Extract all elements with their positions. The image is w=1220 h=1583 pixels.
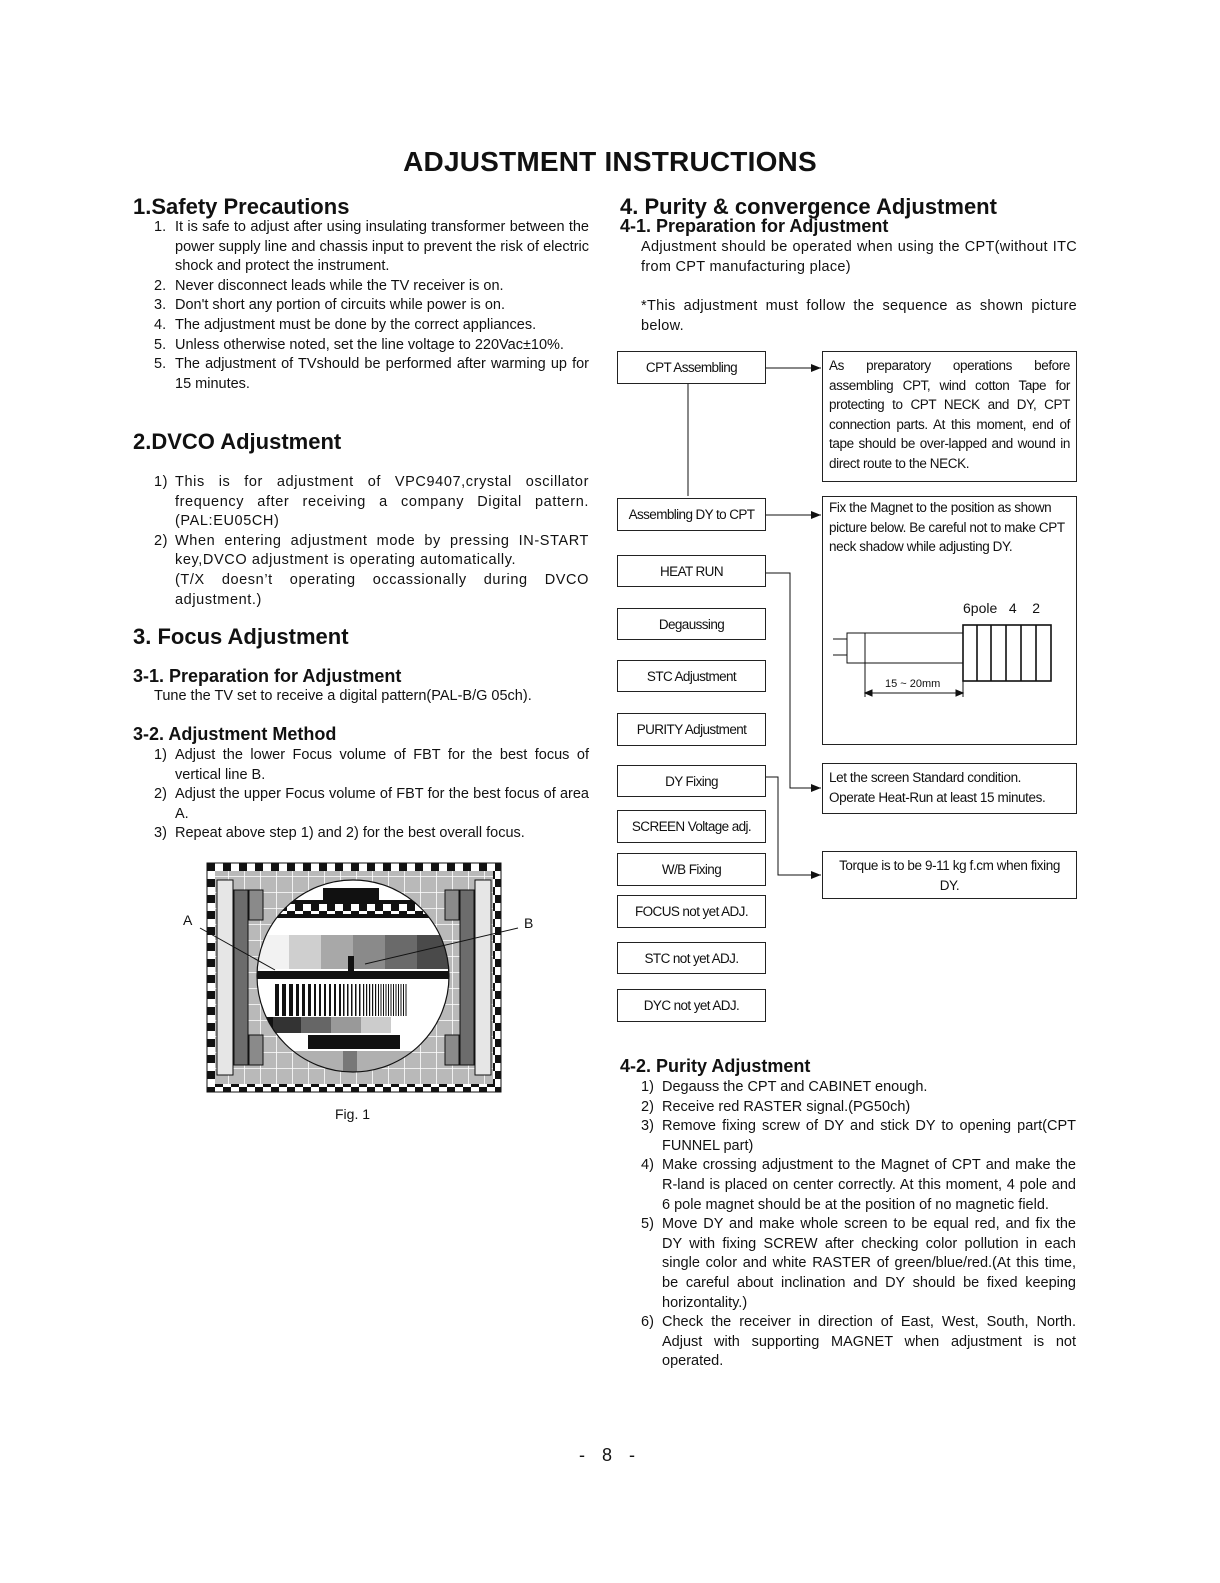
list-item: 6) Check the receiver in direction of East, West, South, North. Adjust with supporting MAGNET when adjustment is not operated. bbox=[641, 1314, 1076, 1370]
flow-step: HEAT RUN bbox=[617, 555, 766, 587]
list-item: 2. Never disconnect leads while the TV receiver is on. bbox=[154, 277, 504, 294]
page-number: - 8 - bbox=[578, 1445, 641, 1465]
note-torque-box: Torque is to be 9-11 kg f.cm when fixing DY. bbox=[822, 851, 1077, 899]
dvco-heading: 2.DVCO Adjustment bbox=[133, 429, 342, 454]
list-item: 3) Repeat above step 1) and 2) for the best overall focus. bbox=[154, 825, 525, 842]
flow-step: PURITY Adjustment bbox=[617, 713, 766, 746]
list-item: 1) Adjust the lower Focus volume of FBT for the best focus of vertical line B. bbox=[154, 747, 589, 783]
flow-step: FOCUS not yet ADJ. bbox=[617, 895, 766, 928]
list-item: 3) Remove fixing screw of DY and stick DY to opening part(CPT FUNNEL part) bbox=[641, 1118, 1076, 1154]
flow-step: W/B Fixing bbox=[617, 853, 766, 886]
flow-step: STC not yet ADJ. bbox=[617, 942, 766, 974]
list-item: 4) Make crossing adjustment to the Magnet of CPT and make the R-land is placed on center correctly. At this moment, 4 pole and 6 pole magnet should be at the position of no magnetic field. bbox=[641, 1157, 1076, 1213]
note-magnet-text: Fix the Magnet to the position as shown picture below. Be careful not to make CPT neck shadow while adjusting DY. bbox=[829, 500, 1065, 555]
test-pattern-figure bbox=[180, 860, 540, 1096]
purity-heading: 4. Purity & convergence Adjustment bbox=[620, 194, 997, 219]
note-magnet-box bbox=[822, 496, 1077, 745]
list-item: 2) When entering adjustment mode by pressing IN-START key,DVCO adjustment is operating automatically. (T/X doesn’t operating occassionally during DVCO adjustment.) bbox=[154, 532, 589, 608]
purity-adj-list bbox=[641, 1078, 1076, 1372]
flow-step: Degaussing bbox=[617, 608, 766, 640]
flow-step: Assembling DY to CPT bbox=[617, 498, 766, 531]
note-heatrun-box: Let the screen Standard condition. Operate Heat-Run at least 15 minutes. bbox=[822, 763, 1077, 814]
list-item: 1) This is for adjustment of VPC9407,crystal oscillator frequency after receiving a company Digital pattern. (PAL:EU05CH) bbox=[154, 474, 589, 530]
figure-caption: Fig. 1 bbox=[335, 1106, 371, 1122]
list-item: 5. The adjustment of TVshould be performed after warming up for 15 minutes. bbox=[154, 356, 589, 392]
list-item: 5. Unless otherwise noted, set the line voltage to 220Vac±10%. bbox=[154, 336, 564, 353]
magnet-diagram bbox=[823, 617, 1077, 707]
list-item: 2) Adjust the upper Focus volume of FBT for the best focus of area A. bbox=[154, 786, 589, 822]
flow-step: STC Adjustment bbox=[617, 660, 766, 692]
focus-method-list bbox=[154, 746, 589, 844]
dvco-list bbox=[154, 473, 589, 610]
flow-step: DY Fixing bbox=[617, 765, 766, 797]
flow-step: SCREEN Voltage adj. bbox=[617, 810, 766, 843]
list-item: 1. It is safe to adjust after using insulating transformer between the power supply line and chassis input to prevent the risk of electric shock and protect the instrument. bbox=[154, 219, 589, 275]
flow-step: CPT Assembling bbox=[617, 351, 766, 384]
focus-prep-text: Tune the TV set to receive a digital pattern(PAL-B/G 05ch). bbox=[154, 688, 532, 704]
list-item: 2) Receive red RASTER signal.(PG50ch) bbox=[641, 1098, 911, 1115]
list-item: 1) Degauss the CPT and CABINET enough. bbox=[641, 1079, 928, 1095]
safety-list bbox=[154, 218, 589, 394]
safety-heading: 1.Safety Precautions bbox=[133, 194, 350, 219]
page-title: ADJUSTMENT INSTRUCTIONS bbox=[403, 146, 817, 177]
purity-prep-heading: 4-1. Preparation for Adjustment bbox=[620, 216, 889, 236]
focus-prep-heading: 3-1. Preparation for Adjustment bbox=[133, 666, 402, 686]
focus-heading: 3. Focus Adjustment bbox=[133, 624, 349, 649]
purity-prep-text: Adjustment should be operated when using the CPT(without ITC from CPT manufacturing place) bbox=[641, 239, 1077, 275]
focus-method-heading: 3-2. Adjustment Method bbox=[133, 724, 337, 744]
magnet-pole-label: 6pole 4 2 bbox=[963, 600, 1041, 616]
dimension-label: 15 ~ 20mm bbox=[885, 678, 941, 690]
label-b: B bbox=[524, 915, 534, 931]
list-item: 5) Move DY and make whole screen to be equal red, and fix the DY with fixing SCREW after checking color pollution in each single color and white RASTER of green/blue/red.(At this time, be careful about inclination and DY should be fixed keeping horizontality.) bbox=[641, 1216, 1076, 1311]
list-item: 3. Don't short any portion of circuits while power is on. bbox=[154, 297, 505, 314]
purity-adj-heading: 4-2. Purity Adjustment bbox=[620, 1056, 811, 1076]
note-cpt-box: As preparatory operations before assembling CPT, wind cotton Tape for protecting to CPT NECK and DY, CPT connection parts. At this moment, end of tape should be over-lapped and wound in direct route to the NECK. bbox=[822, 351, 1077, 482]
list-item: 4. The adjustment must be done by the correct appliances. bbox=[154, 316, 537, 333]
purity-seq-text: *This adjustment must follow the sequence as shown picture below. bbox=[641, 298, 1077, 334]
label-a: A bbox=[183, 912, 193, 928]
flow-step: DYC not yet ADJ. bbox=[617, 989, 766, 1022]
